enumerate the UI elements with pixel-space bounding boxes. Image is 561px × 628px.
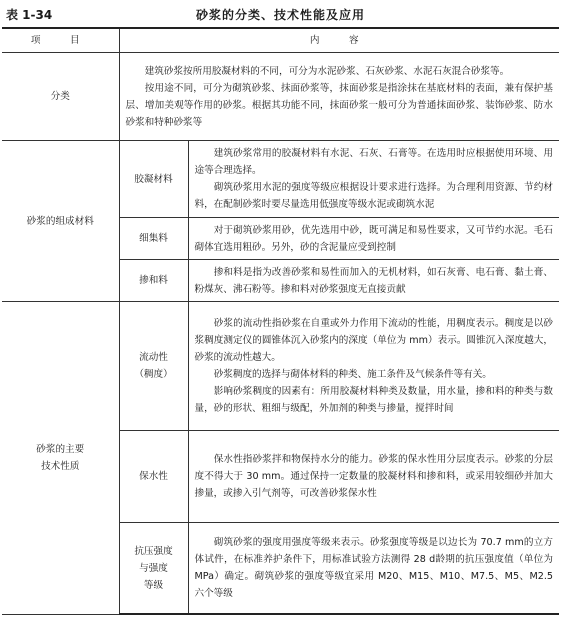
- classification-content: [119, 53, 559, 141]
- sub-label-compressive-strength: [119, 523, 188, 615]
- paragraph: 影响砂浆稠度的因素有：所用胶凝材料种类及数量，用水量，掺和料的种类与数量，砂的形状、粗细与级配，外加剂的种类与掺量，搅拌时间: [194, 386, 553, 414]
- fine-aggregate-content: [188, 218, 559, 260]
- paragraph: 建筑砂浆按所用胶凝材料的不同，可分为水泥砂浆、石灰砂浆、水泥石灰混合砂浆等。: [144, 65, 510, 77]
- paragraph: 按用途不同，可分为砌筑砂浆、抹面砂浆等，抹面砂浆是指涂抹在基底材料的表面，兼有保护基层、增加美观等作用的砂浆。根据其功能不同，抹面砂浆一般可分为普通抹面砂浆、装饰砂浆、防水砂浆和特种砂浆等: [125, 82, 553, 128]
- table-row: [2, 141, 559, 218]
- label-line: 抗压强度: [134, 545, 173, 557]
- sub-label-fluidity: [119, 302, 188, 431]
- admixture-content: [188, 260, 559, 302]
- sub-label-water-retention: 保水性: [119, 431, 188, 523]
- table-title: 砂浆的分类、技术性能及应用: [195, 8, 365, 22]
- row-label-composition: 砂浆的组成材料: [2, 141, 119, 302]
- column-header-content: 内 容: [119, 28, 559, 53]
- label-line: 等级: [143, 579, 164, 591]
- paragraph: 砌筑砂浆的强度用强度等级来表示。砂浆强度等级是以边长为 70.7 mm的立方体试件，在标准养护条件下，用标准试验方法测得 28 d龄期的抗压强度值（单位为 MPa）确定。砌筑砂浆的强度等级宜采用 M20、M15、M10、M7.5、M5、M2.5 六个等级: [194, 537, 553, 599]
- table-number: 表 1-34: [6, 8, 53, 22]
- water-retention-content: [188, 431, 559, 523]
- paragraph: 砌筑砂浆用水泥的强度等级应根据设计要求进行选择。为合理利用资源、节约材料，在配制砂浆时要尽量选用低强度等级水泥或砌筑水泥: [194, 182, 553, 210]
- label-line: 与强度: [139, 562, 168, 574]
- paragraph: 保水性指砂浆拌和物保持水分的能力。砂浆的保水性用分层度表示。砂浆的分层度不得大于 30 mm。通过保持一定数量的胶凝材料和掺和料，或采用较细砂并加大掺量，或掺入引气剂等，可改善砂浆保水性: [194, 454, 553, 499]
- paragraph: 砂浆稠度的选择与砌体材料的种类、施工条件及气候条件等有关。: [213, 369, 492, 380]
- column-header-row: [2, 28, 559, 53]
- compressive-strength-content: [188, 523, 559, 615]
- table-row: [2, 53, 559, 141]
- label-line: 技术性质: [41, 460, 80, 472]
- row-label-classification: 分类: [2, 53, 119, 141]
- mortar-table: [2, 27, 559, 615]
- sub-label-fine-aggregate: 细集料: [119, 218, 188, 260]
- paragraph: 建筑砂浆常用的胶凝材料有水泥、石灰、石膏等。在选用时应根据使用环境、用途等合理选择。: [194, 148, 553, 176]
- paragraph: 对于砌筑砂浆用砂，优先选用中砂，既可满足和易性要求，又可节约水泥。毛石砌体宜选用粗砂。另外，砂的含泥量应受到控制: [194, 224, 553, 253]
- table-row: [2, 302, 559, 431]
- label-line: 流动性: [139, 352, 168, 363]
- paragraph: 砂浆的流动性指砂浆在自重或外力作用下流动的性能，用稠度表示。稠度是以砂浆稠度测定仪的圆锥体沉入砂浆内的深度（单位为 mm）表示。圆锥沉入深度越大，砂浆的流动性越大。: [194, 318, 553, 363]
- row-label-properties: [2, 302, 119, 615]
- label-line: （稠度）: [134, 369, 173, 380]
- column-header-item: 项 目: [2, 28, 119, 53]
- binder-content: [188, 141, 559, 218]
- label-line: 砂浆的主要: [36, 443, 85, 455]
- fluidity-content: [188, 302, 559, 431]
- paragraph: 掺和料是指为改善砂浆和易性而加入的无机材料，如石灰膏、电石膏、黏土膏、粉煤灰、沸石粉等。掺和料对砂浆强度无直接贡献: [194, 266, 553, 295]
- sub-label-binder: 胶凝材料: [119, 141, 188, 218]
- sub-label-admixture: 掺和料: [119, 260, 188, 302]
- table-header: [0, 4, 561, 26]
